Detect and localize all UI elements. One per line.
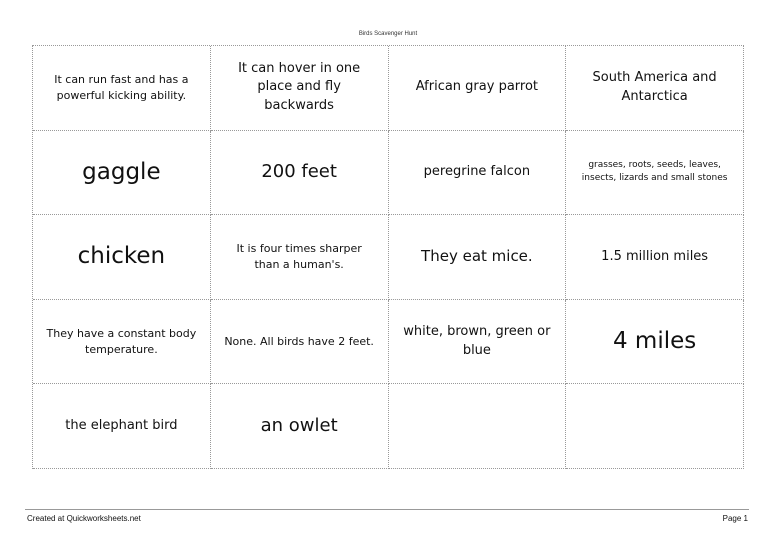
card-empty <box>566 384 744 469</box>
footer-divider <box>25 509 749 510</box>
card: It is four times sharper than a human's. <box>211 215 389 300</box>
card: 1.5 million miles <box>566 215 744 300</box>
card: South America and Antarctica <box>566 46 744 131</box>
page-number: Page 1 <box>722 514 748 523</box>
card: It can run fast and has a powerful kicking ability. <box>33 46 211 131</box>
card-grid <box>32 45 744 469</box>
card: They have a constant body temperature. <box>33 300 211 385</box>
card: African gray parrot <box>389 46 567 131</box>
card: None. All birds have 2 feet. <box>211 300 389 385</box>
card: grasses, roots, seeds, leaves, insects, lizards and small stones <box>566 131 744 216</box>
card: peregrine falcon <box>389 131 567 216</box>
card: gaggle <box>33 131 211 216</box>
footer-credit: Created at Quickworksheets.net <box>27 514 141 523</box>
card: an owlet <box>211 384 389 469</box>
card: They eat mice. <box>389 215 567 300</box>
card-empty <box>389 384 567 469</box>
card: the elephant bird <box>33 384 211 469</box>
card: white, brown, green or blue <box>389 300 567 385</box>
card: 4 miles <box>566 300 744 385</box>
document-title: Birds Scavenger Hunt <box>358 31 418 37</box>
card: It can hover in one place and fly backwards <box>211 46 389 131</box>
card: chicken <box>33 215 211 300</box>
card: 200 feet <box>211 131 389 216</box>
